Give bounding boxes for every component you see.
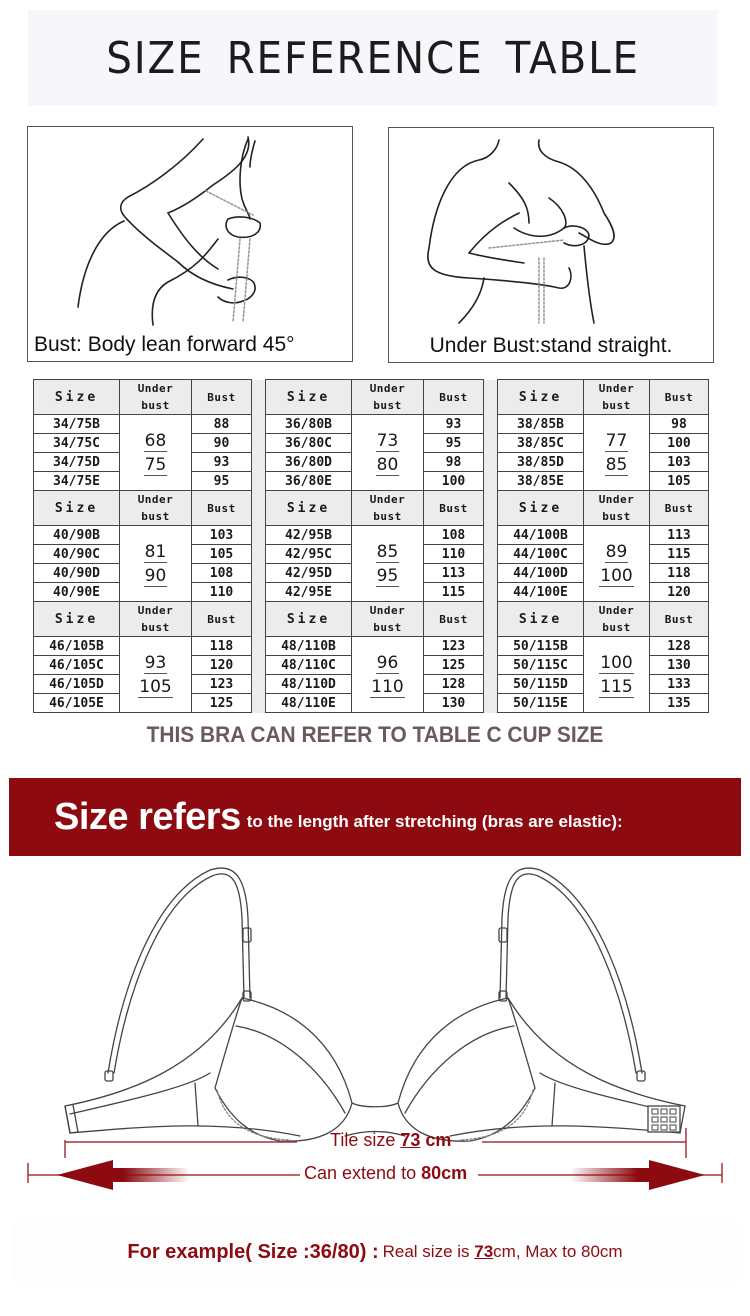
column-header: Bust xyxy=(650,491,709,526)
column-header: Under bust xyxy=(352,380,424,415)
block-separator xyxy=(252,583,266,602)
size-cell: 46/105D xyxy=(34,675,120,694)
extend-label xyxy=(304,1163,467,1184)
bust-cell: 108 xyxy=(424,526,484,545)
size-cell: 46/105C xyxy=(34,656,120,675)
bust-cell: 93 xyxy=(192,453,252,472)
table-row xyxy=(34,415,709,434)
size-cell: 48/110C xyxy=(266,656,352,675)
bust-cell: 98 xyxy=(424,453,484,472)
block-separator xyxy=(252,545,266,564)
under-bust-cell xyxy=(584,415,650,491)
bust-cell: 95 xyxy=(424,434,484,453)
bust-cell: 105 xyxy=(192,545,252,564)
title-band xyxy=(28,10,718,106)
block-separator xyxy=(484,545,498,564)
block-separator xyxy=(484,453,498,472)
bust-cell: 100 xyxy=(650,434,709,453)
size-cell: 42/95E xyxy=(266,583,352,602)
block-separator xyxy=(252,491,266,526)
bust-cell: 123 xyxy=(424,637,484,656)
under-bust-max: 95 xyxy=(376,565,399,586)
bust-cell: 128 xyxy=(424,675,484,694)
bust-cell: 120 xyxy=(192,656,252,675)
bust-measure-panel xyxy=(27,126,353,362)
block-separator xyxy=(252,675,266,694)
under-bust-measure-panel xyxy=(388,127,714,363)
block-separator xyxy=(484,526,498,545)
size-cell: 40/90B xyxy=(34,526,120,545)
bust-cell: 93 xyxy=(424,415,484,434)
tile-size-value: 73 xyxy=(400,1130,421,1150)
bust-caption: Bust: Body lean forward 45° xyxy=(34,333,295,356)
under-bust-cell xyxy=(120,526,192,602)
size-cell: 50/115C xyxy=(498,656,584,675)
column-header: Bust xyxy=(650,602,709,637)
column-header: Under bust xyxy=(584,380,650,415)
bust-cell: 125 xyxy=(424,656,484,675)
size-cell: 44/100C xyxy=(498,545,584,564)
size-cell: 48/110B xyxy=(266,637,352,656)
block-separator xyxy=(252,637,266,656)
extend-text: Can extend to xyxy=(304,1163,422,1183)
under-bust-min: 73 xyxy=(376,430,399,451)
block-separator xyxy=(252,453,266,472)
size-cell: 36/80D xyxy=(266,453,352,472)
size-cell: 36/80C xyxy=(266,434,352,453)
column-header: Size xyxy=(34,380,120,415)
bust-cell: 108 xyxy=(192,564,252,583)
bust-cell: 120 xyxy=(650,583,709,602)
block-separator xyxy=(484,583,498,602)
size-cell: 46/105B xyxy=(34,637,120,656)
under-bust-min: 77 xyxy=(605,430,628,451)
banner-subtext: to the length after stretching (bras are elastic): xyxy=(246,812,623,831)
column-header: Bust xyxy=(424,602,484,637)
size-cell: 40/90E xyxy=(34,583,120,602)
under-bust-caption: Under Bust:stand straight. xyxy=(429,334,673,357)
bust-cell: 100 xyxy=(424,472,484,491)
under-bust-measurement-illustration-icon xyxy=(389,128,715,328)
block-separator xyxy=(484,694,498,713)
under-bust-min: 96 xyxy=(376,652,399,673)
bust-cell: 113 xyxy=(424,564,484,583)
block-separator xyxy=(252,694,266,713)
under-bust-max: 90 xyxy=(144,565,167,586)
tile-size-text: Tile size xyxy=(330,1130,401,1150)
block-separator xyxy=(484,675,498,694)
bust-cell: 128 xyxy=(650,637,709,656)
example-value: 73 xyxy=(474,1242,494,1261)
block-separator xyxy=(484,434,498,453)
tile-size-label xyxy=(330,1130,451,1151)
bust-cell: 88 xyxy=(192,415,252,434)
example-lead: For example( Size :36/80) : xyxy=(127,1240,379,1263)
block-separator xyxy=(484,656,498,675)
column-header: Size xyxy=(266,380,352,415)
column-header: Bust xyxy=(192,380,252,415)
bust-cell: 105 xyxy=(650,472,709,491)
under-bust-cell xyxy=(120,415,192,491)
column-header: Size xyxy=(266,602,352,637)
table-row xyxy=(34,637,709,656)
block-separator xyxy=(252,415,266,434)
column-header: Under bust xyxy=(584,602,650,637)
bust-cell: 125 xyxy=(192,694,252,713)
under-bust-max: 105 xyxy=(139,676,172,697)
bust-cell: 103 xyxy=(650,453,709,472)
size-cell: 34/75E xyxy=(34,472,120,491)
size-refers-banner xyxy=(9,778,741,856)
column-header: Under bust xyxy=(352,602,424,637)
size-cell: 46/105E xyxy=(34,694,120,713)
example-line xyxy=(12,1222,738,1282)
block-separator xyxy=(484,602,498,637)
size-cell: 38/85B xyxy=(498,415,584,434)
under-bust-max: 75 xyxy=(144,454,167,475)
table-header-row xyxy=(34,602,709,637)
column-header: Size xyxy=(498,491,584,526)
table-header-row xyxy=(34,380,709,415)
bust-cell: 130 xyxy=(650,656,709,675)
column-header: Under bust xyxy=(352,491,424,526)
column-header: Size xyxy=(266,491,352,526)
size-cell: 50/115D xyxy=(498,675,584,694)
column-header: Under bust xyxy=(120,491,192,526)
size-cell: 40/90D xyxy=(34,564,120,583)
bust-measurement-illustration-icon xyxy=(28,127,354,327)
size-cell: 42/95D xyxy=(266,564,352,583)
cup-size-note: THIS BRA CAN REFER TO TABLE C CUP SIZE xyxy=(146,722,604,747)
block-separator xyxy=(484,415,498,434)
size-cell: 48/110D xyxy=(266,675,352,694)
under-bust-cell xyxy=(352,637,424,713)
size-cell: 38/85C xyxy=(498,434,584,453)
block-separator xyxy=(252,602,266,637)
size-cell: 42/95C xyxy=(266,545,352,564)
tile-size-unit: cm xyxy=(420,1130,452,1150)
column-header: Bust xyxy=(424,491,484,526)
under-bust-max: 110 xyxy=(371,676,404,697)
bust-cell: 98 xyxy=(650,415,709,434)
bust-cell: 115 xyxy=(424,583,484,602)
block-separator xyxy=(484,637,498,656)
size-cell: 38/85D xyxy=(498,453,584,472)
under-bust-min: 89 xyxy=(605,541,628,562)
under-bust-max: 80 xyxy=(376,454,399,475)
table-header-row xyxy=(34,491,709,526)
block-separator xyxy=(484,380,498,415)
size-cell: 44/100E xyxy=(498,583,584,602)
example-detail xyxy=(383,1242,623,1262)
under-bust-min: 93 xyxy=(144,652,167,673)
size-cell: 50/115B xyxy=(498,637,584,656)
size-cell: 48/110E xyxy=(266,694,352,713)
under-bust-min: 85 xyxy=(376,541,399,562)
column-header: Size xyxy=(498,602,584,637)
column-header: Bust xyxy=(192,602,252,637)
size-reference-table xyxy=(33,379,709,713)
under-bust-min: 68 xyxy=(144,430,167,451)
size-cell: 34/75B xyxy=(34,415,120,434)
block-separator xyxy=(484,491,498,526)
column-header: Under bust xyxy=(120,602,192,637)
under-bust-min: 100 xyxy=(600,652,633,673)
size-cell: 44/100B xyxy=(498,526,584,545)
bust-cell: 113 xyxy=(650,526,709,545)
block-separator xyxy=(252,526,266,545)
column-header: Under bust xyxy=(120,380,192,415)
block-separator xyxy=(252,472,266,491)
bust-cell: 110 xyxy=(192,583,252,602)
under-bust-cell xyxy=(120,637,192,713)
size-cell: 36/80B xyxy=(266,415,352,434)
under-bust-cell xyxy=(584,637,650,713)
block-separator xyxy=(484,564,498,583)
column-header: Bust xyxy=(650,380,709,415)
size-cell: 50/115E xyxy=(498,694,584,713)
size-cell: 42/95B xyxy=(266,526,352,545)
bust-cell: 115 xyxy=(650,545,709,564)
block-separator xyxy=(252,434,266,453)
bust-cell: 95 xyxy=(192,472,252,491)
table-row xyxy=(34,526,709,545)
example-suffix: cm, Max to 80cm xyxy=(493,1242,623,1261)
page-title: SIZE REFERENCE TABLE xyxy=(106,32,640,84)
bust-cell: 123 xyxy=(192,675,252,694)
bust-cell: 135 xyxy=(650,694,709,713)
bust-cell: 103 xyxy=(192,526,252,545)
bust-cell: 133 xyxy=(650,675,709,694)
under-bust-max: 100 xyxy=(600,565,633,586)
under-bust-max: 85 xyxy=(605,454,628,475)
block-separator xyxy=(252,656,266,675)
under-bust-cell xyxy=(352,415,424,491)
example-prefix: Real size is xyxy=(382,1242,475,1261)
column-header: Size xyxy=(34,602,120,637)
column-header: Size xyxy=(498,380,584,415)
bust-cell: 118 xyxy=(650,564,709,583)
block-separator xyxy=(252,564,266,583)
extend-value: 80cm xyxy=(421,1163,468,1183)
column-header: Size xyxy=(34,491,120,526)
block-separator xyxy=(484,472,498,491)
under-bust-max: 115 xyxy=(600,676,633,697)
under-bust-min: 81 xyxy=(144,541,167,562)
under-bust-cell xyxy=(352,526,424,602)
block-separator xyxy=(252,380,266,415)
banner-heading: Size refers xyxy=(54,795,241,838)
size-cell: 34/75C xyxy=(34,434,120,453)
column-header: Under bust xyxy=(584,491,650,526)
size-cell: 38/85E xyxy=(498,472,584,491)
size-cell: 44/100D xyxy=(498,564,584,583)
bust-cell: 90 xyxy=(192,434,252,453)
size-cell: 34/75D xyxy=(34,453,120,472)
size-cell: 36/80E xyxy=(266,472,352,491)
bust-cell: 110 xyxy=(424,545,484,564)
column-header: Bust xyxy=(424,380,484,415)
size-cell: 40/90C xyxy=(34,545,120,564)
bust-cell: 130 xyxy=(424,694,484,713)
under-bust-cell xyxy=(584,526,650,602)
column-header: Bust xyxy=(192,491,252,526)
bust-cell: 118 xyxy=(192,637,252,656)
